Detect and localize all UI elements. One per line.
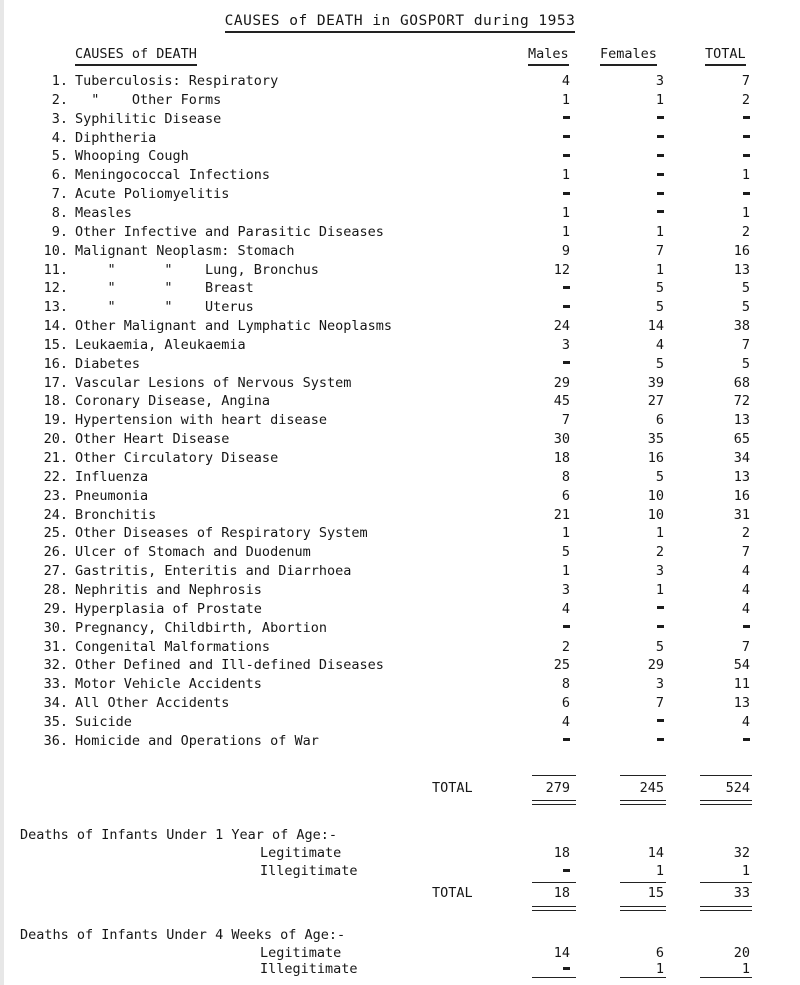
cause-number: 33. [43, 676, 68, 693]
cause-total: 13 [733, 468, 750, 485]
cause-total [695, 185, 750, 203]
cause-label: Other Heart Disease [75, 431, 230, 448]
cause-total: 1 [741, 167, 750, 184]
cause-males: 45 [553, 393, 570, 410]
nil-dash [563, 305, 570, 308]
cause-females [614, 713, 664, 731]
cause-total [695, 732, 750, 750]
nil-dash [563, 869, 570, 872]
cause-number: 26. [43, 544, 68, 561]
cause-label: " Other Forms [75, 91, 222, 108]
cause-total: 16 [733, 487, 750, 504]
cause-label: Pregnancy, Childbirth, Abortion [75, 619, 327, 636]
cause-label: All Other Accidents [75, 695, 230, 712]
cause-total: 7 [741, 638, 750, 655]
cause-males: 12 [553, 261, 570, 278]
nil-dash [657, 192, 664, 195]
cause-males: 3 [561, 581, 570, 598]
cause-row [0, 543, 800, 561]
cause-number: 11. [43, 261, 68, 278]
cause-total: 7 [741, 336, 750, 353]
cause-row [0, 185, 800, 203]
cause-total: 5 [741, 355, 750, 372]
nil-dash [563, 967, 570, 970]
cause-females [614, 129, 664, 147]
rule-above-females [620, 775, 666, 776]
cause-total: 2 [741, 91, 750, 108]
cause-row [0, 129, 800, 147]
cause-females: 3 [655, 73, 664, 89]
cause-males: 8 [561, 676, 570, 693]
cause-label: Measles [75, 204, 132, 221]
cause-label: Other Infective and Parasitic Diseases [75, 223, 384, 240]
infants-4wk-heading-row [0, 926, 800, 944]
cause-label: Acute Poliomyelitis [75, 186, 230, 203]
cause-row [0, 355, 800, 373]
cause-label: Motor Vehicle Accidents [75, 676, 262, 693]
cause-number: 15. [43, 336, 68, 353]
cause-males [520, 732, 570, 750]
cause-females [614, 147, 664, 165]
cause-total: 4 [741, 563, 750, 580]
causes-total-row [0, 779, 800, 797]
cause-label: Other Defined and Ill-defined Diseases [75, 657, 384, 674]
cause-males [520, 355, 570, 373]
cause-males: 9 [561, 242, 570, 259]
total-males: 279 [545, 780, 570, 796]
cause-males [520, 298, 570, 316]
cause-total: 2 [741, 223, 750, 240]
cause-number: 7. [51, 186, 68, 203]
header-females: Females [600, 46, 657, 66]
cause-total: 11 [733, 676, 750, 693]
cause-number: 35. [43, 713, 68, 730]
cause-males [520, 147, 570, 165]
nil-dash [563, 625, 570, 628]
cause-total: 7 [741, 73, 750, 89]
cause-total: 4 [741, 581, 750, 598]
cause-total: 13 [733, 412, 750, 429]
cause-row [0, 487, 800, 505]
cause-row [0, 392, 800, 410]
cause-females [614, 185, 664, 203]
cause-number: 5. [51, 148, 68, 165]
nil-dash [743, 192, 750, 195]
cause-total: 13 [733, 695, 750, 712]
cause-number: 27. [43, 563, 68, 580]
cause-females [614, 600, 664, 618]
cause-label: Tuberculosis: Respiratory [75, 73, 279, 89]
cause-total: 4 [741, 600, 750, 617]
cause-row [0, 694, 800, 712]
cause-males: 18 [553, 450, 570, 466]
double-rule-females [620, 800, 666, 805]
infants-1yr-heading: Deaths of Infants Under 1 Year of Age:- [20, 827, 337, 843]
cause-females: 35 [647, 431, 664, 448]
cause-row [0, 374, 800, 392]
cause-females [614, 732, 664, 750]
header-total: TOTAL [705, 46, 746, 66]
cause-label: Influenza [75, 468, 149, 485]
cause-females: 27 [647, 393, 664, 410]
cause-males [520, 129, 570, 147]
nil-dash [657, 135, 664, 138]
cause-total: 1 [741, 204, 750, 221]
cause-males: 7 [561, 412, 570, 429]
cause-number: 14. [43, 318, 68, 335]
cause-total [695, 619, 750, 637]
nil-dash [657, 154, 664, 157]
cause-total: 31 [733, 506, 750, 523]
nil-dash [563, 116, 570, 119]
cause-number: 19. [43, 412, 68, 429]
cause-total: 72 [733, 393, 750, 410]
cause-males: 30 [553, 431, 570, 448]
cause-males: 6 [561, 695, 570, 712]
cause-label: Other Circulatory Disease [75, 450, 279, 466]
cause-total [695, 129, 750, 147]
cause-number: 20. [43, 431, 68, 448]
cause-row [0, 166, 800, 184]
infants-1yr-heading-row [0, 826, 800, 844]
cause-females: 5 [655, 638, 664, 655]
nil-dash [743, 135, 750, 138]
cause-total [695, 110, 750, 128]
cause-row [0, 468, 800, 486]
total-label: TOTAL [432, 780, 473, 796]
nil-dash [563, 286, 570, 289]
cause-row [0, 223, 800, 241]
cause-total: 54 [733, 657, 750, 674]
cause-females: 7 [655, 695, 664, 712]
cause-males: 4 [561, 713, 570, 730]
cause-number: 36. [43, 732, 68, 749]
cause-females: 29 [647, 657, 664, 674]
cause-total: 38 [733, 318, 750, 335]
cause-row [0, 204, 800, 222]
cause-number: 3. [51, 110, 68, 127]
cause-females: 10 [647, 506, 664, 523]
infants-1yr-legitimate-row: Legitimate 18 14 32 [260, 845, 750, 861]
cause-males: 29 [553, 374, 570, 391]
nil-dash [657, 116, 664, 119]
cause-females [614, 619, 664, 637]
cause-label: Other Diseases of Respiratory System [75, 525, 368, 542]
cause-row [0, 581, 800, 599]
cause-number: 22. [43, 468, 68, 485]
nil-dash [563, 135, 570, 138]
cause-label: Other Malignant and Lymphatic Neoplasms [75, 318, 392, 335]
rule-above-males [532, 775, 576, 776]
cause-row [0, 713, 800, 731]
cause-label: Hypertension with heart disease [75, 412, 327, 429]
cause-number: 30. [43, 619, 68, 636]
nil-dash [657, 719, 664, 722]
cause-males: 4 [561, 600, 570, 617]
cause-females: 5 [655, 280, 664, 297]
cause-females: 1 [655, 91, 664, 108]
cause-row [0, 600, 800, 618]
cause-females: 1 [655, 525, 664, 542]
cause-number: 17. [43, 374, 68, 391]
cause-label: Meningococcal Infections [75, 167, 271, 184]
cause-row [0, 91, 800, 109]
cause-number: 25. [43, 525, 68, 542]
cause-females: 4 [655, 336, 664, 353]
cause-number: 21. [43, 450, 68, 466]
nil-dash [657, 625, 664, 628]
nil-dash [563, 361, 570, 364]
cause-males [520, 619, 570, 637]
cause-females: 7 [655, 242, 664, 259]
cause-row [0, 430, 800, 448]
cause-number: 1. [51, 73, 68, 89]
cause-total: 16 [733, 242, 750, 259]
cause-row [0, 449, 800, 467]
cause-number: 4. [51, 129, 68, 146]
cause-row [0, 110, 800, 128]
cause-label: Vascular Lesions of Nervous System [75, 374, 352, 391]
cause-row [0, 675, 800, 693]
header-causes: CAUSES of DEATH [75, 46, 197, 66]
cause-total: 13 [733, 261, 750, 278]
cause-label: " " Uterus [75, 299, 254, 316]
nil-dash [563, 154, 570, 157]
infants-1yr-total-row: TOTAL 18 15 33 [432, 885, 750, 901]
cause-females: 1 [655, 261, 664, 278]
cause-females: 1 [655, 223, 664, 240]
cause-females: 3 [655, 676, 664, 693]
cause-number: 12. [43, 280, 68, 297]
cause-total: 4 [741, 713, 750, 730]
cause-females: 5 [655, 355, 664, 372]
cause-number: 23. [43, 487, 68, 504]
header-males: Males [528, 46, 569, 66]
cause-males: 3 [561, 336, 570, 353]
infants-4wk-illegitimate-row: Illegitimate 1 1 [260, 961, 750, 977]
cause-total: 68 [733, 374, 750, 391]
cause-males: 2 [561, 638, 570, 655]
cause-row [0, 336, 800, 354]
cause-label: Homicide and Operations of War [75, 732, 319, 749]
total-females: 245 [639, 780, 664, 796]
cause-row [0, 279, 800, 297]
cause-total: 2 [741, 525, 750, 542]
cause-males: 1 [561, 91, 570, 108]
cause-label: Whooping Cough [75, 148, 189, 165]
nil-dash [563, 738, 570, 741]
cause-males: 24 [553, 318, 570, 335]
cause-label: Syphilitic Disease [75, 110, 222, 127]
cause-label: " " Breast [75, 280, 254, 297]
cause-males: 8 [561, 468, 570, 485]
nil-dash [563, 192, 570, 195]
cause-females [614, 166, 664, 184]
infants-4wk-heading: Deaths of Infants Under 4 Weeks of Age:- [20, 927, 346, 943]
cause-label: Diabetes [75, 355, 141, 372]
rule-above-total [700, 775, 752, 776]
cause-label: " " Lung, Bronchus [75, 261, 319, 278]
cause-number: 8. [51, 204, 68, 221]
cause-males: 1 [561, 525, 570, 542]
nil-dash [743, 116, 750, 119]
cause-males: 6 [561, 487, 570, 504]
cause-females: 5 [655, 299, 664, 316]
cause-label: Hyperplasia of Prostate [75, 600, 262, 617]
cause-label: Coronary Disease, Angina [75, 393, 271, 410]
cause-number: 9. [51, 223, 68, 240]
cause-males: 1 [561, 223, 570, 240]
nil-dash [657, 173, 664, 176]
nil-dash [743, 625, 750, 628]
cause-row [0, 72, 800, 90]
cause-label: Pneumonia [75, 487, 149, 504]
cause-females: 1 [655, 581, 664, 598]
page-title: CAUSES of DEATH in GOSPORT during 1953 [0, 13, 800, 33]
double-rule-males [532, 800, 576, 805]
nil-dash [743, 154, 750, 157]
cause-males: 1 [561, 167, 570, 184]
cause-males: 25 [553, 657, 570, 674]
cause-number: 24. [43, 506, 68, 523]
cause-males: 1 [561, 563, 570, 580]
cause-males [520, 185, 570, 203]
cause-males [520, 110, 570, 128]
cause-females: 6 [655, 412, 664, 429]
cause-number: 32. [43, 657, 68, 674]
cause-number: 34. [43, 695, 68, 712]
cause-number: 10. [43, 242, 68, 259]
nil-dash [657, 738, 664, 741]
cause-row [0, 562, 800, 580]
cause-total: 5 [741, 299, 750, 316]
cause-number: 6. [51, 167, 68, 184]
cause-label: Suicide [75, 713, 132, 730]
total-all: 524 [725, 780, 750, 796]
cause-total: 65 [733, 431, 750, 448]
cause-females: 39 [647, 374, 664, 391]
cause-males: 1 [561, 204, 570, 221]
cause-number: 16. [43, 355, 68, 372]
cause-row [0, 261, 800, 279]
cause-row [0, 524, 800, 542]
cause-label: Leukaemia, Aleukaemia [75, 336, 246, 353]
cause-males: 4 [561, 73, 570, 89]
cause-females: 2 [655, 544, 664, 561]
infants-4wk-legitimate-row: Legitimate 14 6 20 [260, 945, 750, 961]
cause-label: Diphtheria [75, 129, 157, 146]
cause-row [0, 411, 800, 429]
cause-females [614, 204, 664, 222]
cause-females: 14 [647, 318, 664, 335]
cause-row [0, 638, 800, 656]
cause-number: 13. [43, 299, 68, 316]
cause-number: 28. [43, 581, 68, 598]
cause-females: 5 [655, 468, 664, 485]
cause-females: 10 [647, 487, 664, 504]
cause-total: 34 [733, 450, 750, 466]
cause-males: 21 [553, 506, 570, 523]
cause-label: Ulcer of Stomach and Duodenum [75, 544, 311, 561]
cause-total: 5 [741, 280, 750, 297]
cause-row [0, 298, 800, 316]
cause-females: 16 [647, 450, 664, 466]
cause-males [520, 279, 570, 297]
cause-row [0, 317, 800, 335]
cause-row [0, 506, 800, 524]
cause-row [0, 732, 800, 750]
infants-1yr-illegitimate-row: Illegitimate 1 1 [260, 863, 750, 879]
cause-females: 3 [655, 563, 664, 580]
cause-label: Congenital Malformations [75, 638, 271, 655]
cause-label: Malignant Neoplasm: Stomach [75, 242, 295, 259]
cause-row [0, 147, 800, 165]
double-rule-total [700, 800, 752, 805]
cause-row [0, 619, 800, 637]
cause-row [0, 242, 800, 260]
cause-label: Gastritis, Enteritis and Diarrhoea [75, 563, 352, 580]
cause-label: Nephritis and Nephrosis [75, 581, 262, 598]
cause-row [0, 656, 800, 674]
cause-number: 2. [51, 91, 68, 108]
nil-dash [743, 738, 750, 741]
cause-number: 31. [43, 638, 68, 655]
nil-dash [657, 210, 664, 213]
nil-dash [657, 606, 664, 609]
cause-label: Bronchitis [75, 506, 157, 523]
cause-total [695, 147, 750, 165]
cause-number: 29. [43, 600, 68, 617]
cause-males: 5 [561, 544, 570, 561]
cause-females [614, 110, 664, 128]
cause-total: 7 [741, 544, 750, 561]
cause-number: 18. [43, 393, 68, 410]
